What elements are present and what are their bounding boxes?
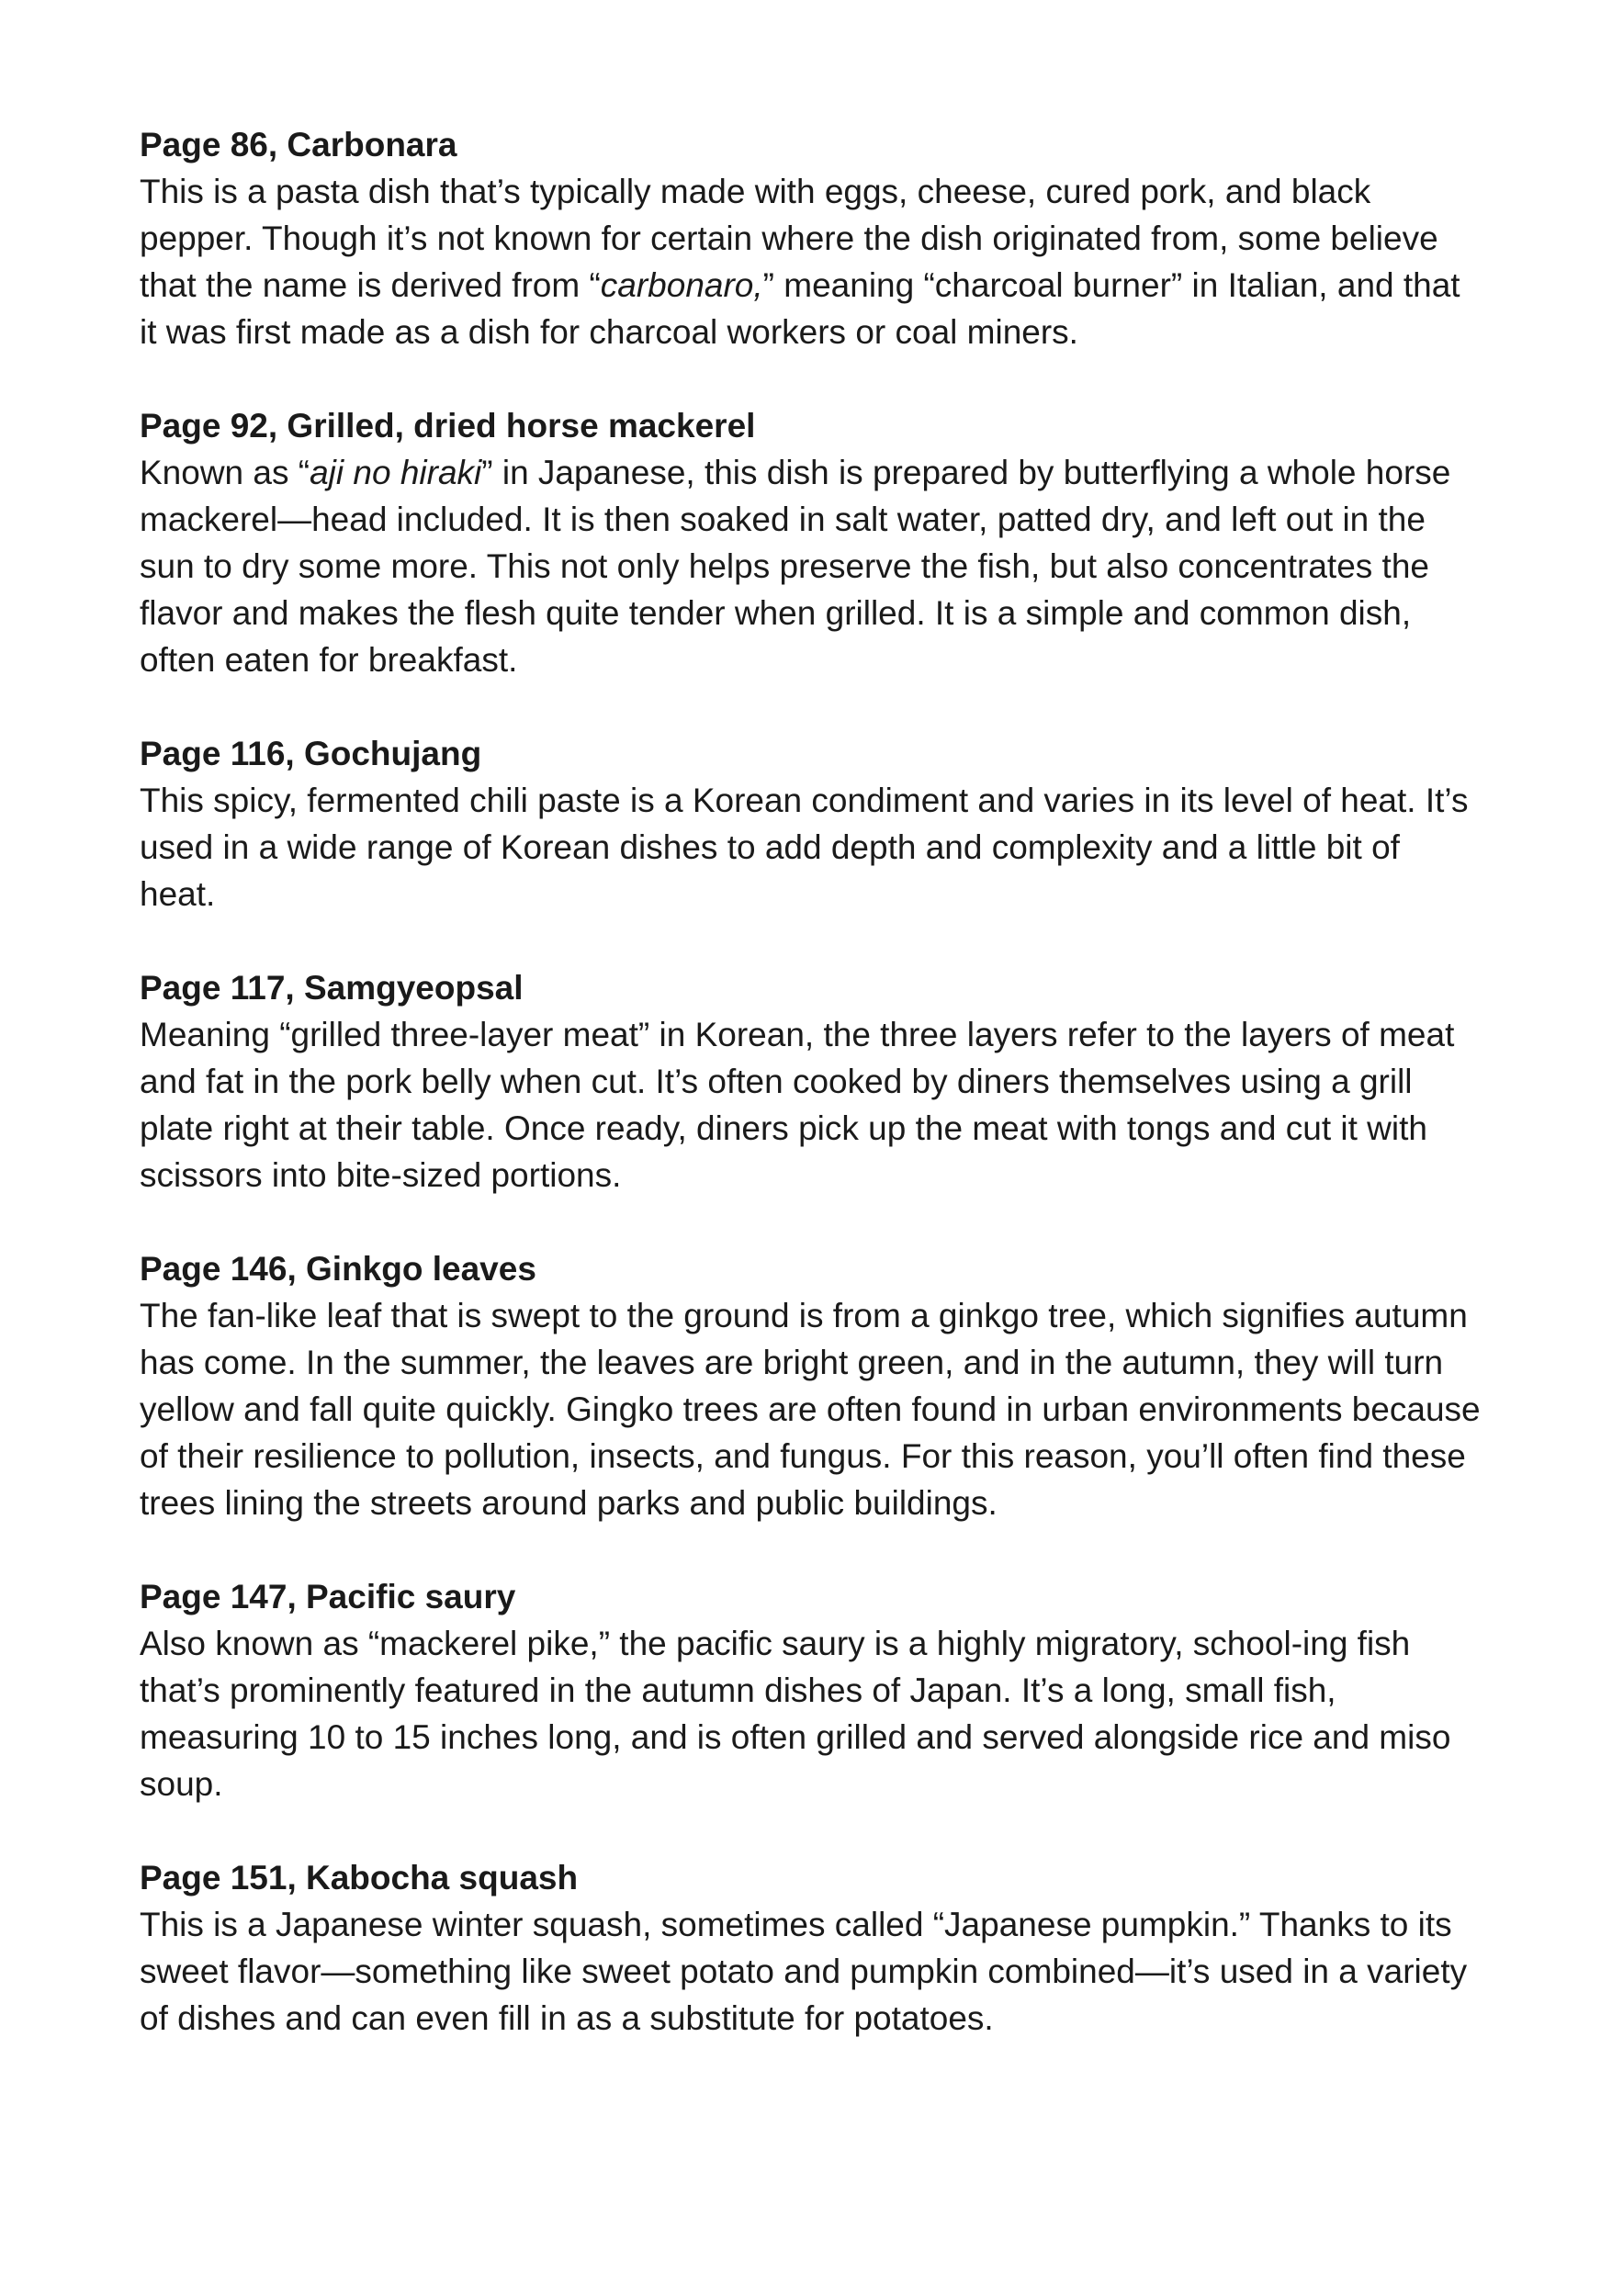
entry-title: Page 151, Kabocha squash [140,1859,579,1896]
entry-body [140,168,1481,355]
entry-body [140,449,1481,683]
glossary-page [140,121,1481,2088]
entry-text: Known as “ [140,454,310,491]
glossary-entry-carbonara [140,121,1481,355]
glossary-entry-pacific-saury [140,1573,1481,1807]
entry-text: Meaning “grilled three-layer meat” in Korean, the three layers refer to the layers of meat and fat in the pork belly when cut. It’s often cooked by diners themselves using a grill plate right at their table. Once ready, diners pick up the meat with tongs and cut it with scissors into bite-sized portions. [140,1016,1455,1194]
entry-title: Page 146, Ginkgo leaves [140,1250,536,1288]
entry-title: Page 116, Gochujang [140,735,482,772]
entry-title: Page 92, Grilled, dried horse mackerel [140,407,756,445]
glossary-entry-horse-mackerel [140,402,1481,683]
entry-body [140,1292,1481,1526]
entry-title: Page 117, Samgyeopsal [140,969,524,1007]
entry-body [140,1620,1481,1807]
entry-title: Page 147, Pacific saury [140,1578,516,1615]
entry-text: ” meaning “charcoal burner” in Italian, and that it was first made as a dish for charcoal workers or coal miners. [140,266,1460,351]
glossary-entry-ginkgo-leaves [140,1245,1481,1526]
glossary-entry-samgyeopsal [140,964,1481,1199]
entry-title: Page 86, Carbonara [140,126,457,163]
glossary-entry-kabocha-squash [140,1854,1481,2042]
entry-text: The fan-like leaf that is swept to the ground is from a ginkgo tree, which signifies autumn has come. In the summer, the leaves are bright green, and in the autumn, they will turn yellow and fall quite quickly. Gingko trees are often found in urban environments because of their resilience to pollution, insects, and fungus. For this reason, you’ll often find these trees lining the streets around parks and public buildings. [140,1297,1481,1522]
entry-text: This is a pasta dish that’s typically made with eggs, cheese, cured pork, and black pepper. Though it’s not known for certain where the dish originated from, some believe that the name is derived from “ [140,173,1438,304]
entry-body [140,1011,1481,1199]
entry-text: This is a Japanese winter squash, sometimes called “Japanese pumpkin.” Thanks to its sweet flavor—something like sweet potato and pumpkin combined—it’s used in a variety of dishes and can even fill in as a substitute for potatoes. [140,1906,1468,2037]
entry-text: ” in Japanese, this dish is prepared by butterflying a whole horse mackerel—head included. It is then soaked in salt water, patted dry, and left out in the sun to dry some more. This not only helps preserve the fish, but also concentrates the flavor and makes the flesh quite tender when grilled. It is a simple and common dish, often eaten for breakfast. [140,454,1451,679]
entry-text: This spicy, fermented chili paste is a Korean condiment and varies in its level of heat. It’s used in a wide range of Korean dishes to add depth and complexity and a little bit of heat. [140,782,1469,913]
entry-body [140,1901,1481,2042]
entry-body [140,777,1481,917]
entry-italic-term: aji no hiraki [310,454,482,491]
glossary-entry-gochujang [140,730,1481,917]
entry-text: Also known as “mackerel pike,” the pacific saury is a highly migratory, school-ing fish that’s prominently featured in the autumn dishes of Japan. It’s a long, small fish, measuring 10 to 15 inches long, and is often grilled and served alongside rice and miso soup. [140,1625,1451,1803]
entry-italic-term: carbonaro, [600,266,763,304]
